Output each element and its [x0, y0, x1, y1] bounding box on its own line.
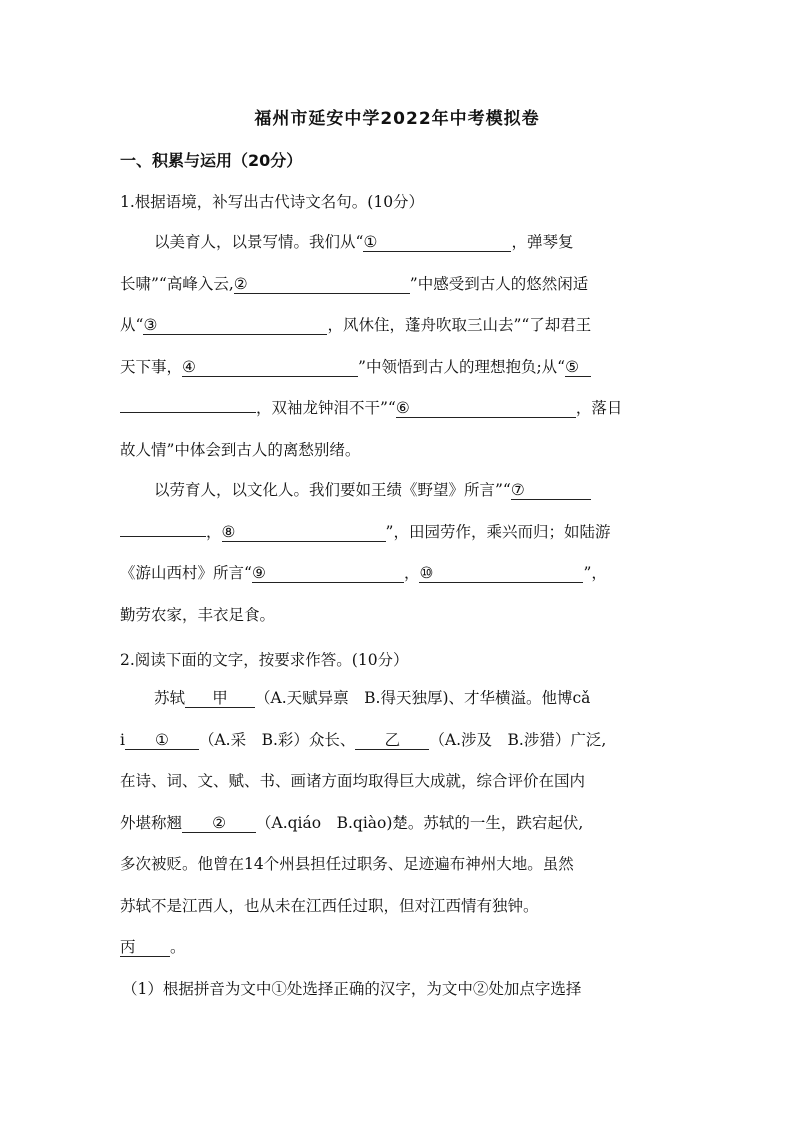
text-line: 长啸”“高峰入云,② ”中感受到古人的悠然闲适: [120, 274, 589, 293]
text-line: 《游山西村》所言“⑨ ，⑩ ”，: [120, 564, 607, 582]
blank-5[interactable]: ⑤: [565, 358, 591, 377]
question-2-passage: [120, 678, 676, 1010]
text-line: 以美育人，以景写情。我们从“① ，弹琴复: [154, 233, 574, 251]
text-line: 以劳育人，以文化人。我们要如王绩《野望》所言”“⑦: [120, 470, 676, 512]
blank-circled-1[interactable]: ①: [125, 731, 199, 750]
text-line: 故人情”中体会到古人的离愁别绪。: [120, 440, 361, 459]
blank-yi[interactable]: 乙: [355, 731, 429, 750]
question-2-stem: 2.阅读下面的文字，按要求作答。(10分）: [120, 651, 409, 669]
text-line: 苏轼不是江西人，也从未在江西任过职，但对江西情有独钟。: [120, 896, 539, 915]
blank-1[interactable]: ①: [363, 233, 511, 252]
page-title: 福州市延安中学2022年中考模拟卷: [254, 109, 540, 129]
text-line: 从“③ ，风休住，蓬舟吹取三山去”“了却君王: [120, 316, 592, 334]
blank-5-continued[interactable]: [120, 394, 256, 413]
blank-2[interactable]: ②: [234, 275, 410, 294]
blank-8[interactable]: ⑧: [222, 523, 386, 542]
sub-question-1: （1）根据拼音为文中①处选择正确的汉字，为文中②处加点字选择: [122, 979, 582, 998]
blank-bing[interactable]: 丙: [120, 938, 170, 957]
blank-4[interactable]: ④: [182, 358, 358, 377]
blank-7-continued[interactable]: [120, 518, 206, 537]
text-line: i ① （A.采 B.彩）众长、 乙 （A.涉及 B.涉猎）广泛,: [120, 730, 607, 749]
blank-9[interactable]: ⑨: [252, 564, 404, 583]
question-1-paragraph-1: [120, 222, 676, 471]
blank-6[interactable]: ⑥: [396, 399, 576, 418]
text-line: ，⑧ ”，田园劳作，乘兴而归；如陆游: [120, 512, 676, 554]
question-1-paragraph-2: [120, 470, 676, 636]
section-heading: 一、积累与运用（20分）: [120, 151, 303, 170]
blank-jia[interactable]: 甲: [185, 689, 255, 708]
text-line: 勤劳农家，丰衣足食。: [120, 605, 276, 624]
text-line: 天下事，④ ”中领悟到古人的理想抱负;从“⑤: [120, 347, 676, 389]
text-line: ，双袖龙钟泪不干”“⑥ ，落日: [120, 388, 676, 430]
text-line: 丙 。: [120, 938, 186, 956]
blank-7[interactable]: ⑦: [511, 481, 591, 500]
text-line: 苏轼 甲 （A.天赋异禀 B.得天独厚)、才华横溢。他博cǎ: [154, 689, 591, 707]
question-1-stem: 1.根据语境，补写出古代诗文名句。(10分）: [120, 193, 425, 211]
blank-3[interactable]: ③: [143, 316, 327, 335]
blank-10[interactable]: ⑩: [419, 564, 583, 583]
blank-circled-2[interactable]: ②: [182, 814, 256, 833]
text-line: 多次被贬。他曾在14个州县担任过职务、足迹遍布神州大地。虽然: [120, 855, 574, 873]
text-line: 外堪称翘 ② （A.qiáo B.qiào)楚。苏轼的一生，跌宕起伏,: [120, 813, 584, 832]
text-line: 在诗、词、文、赋、书、画诸方面均取得巨大成就，综合评价在国内: [120, 772, 586, 790]
